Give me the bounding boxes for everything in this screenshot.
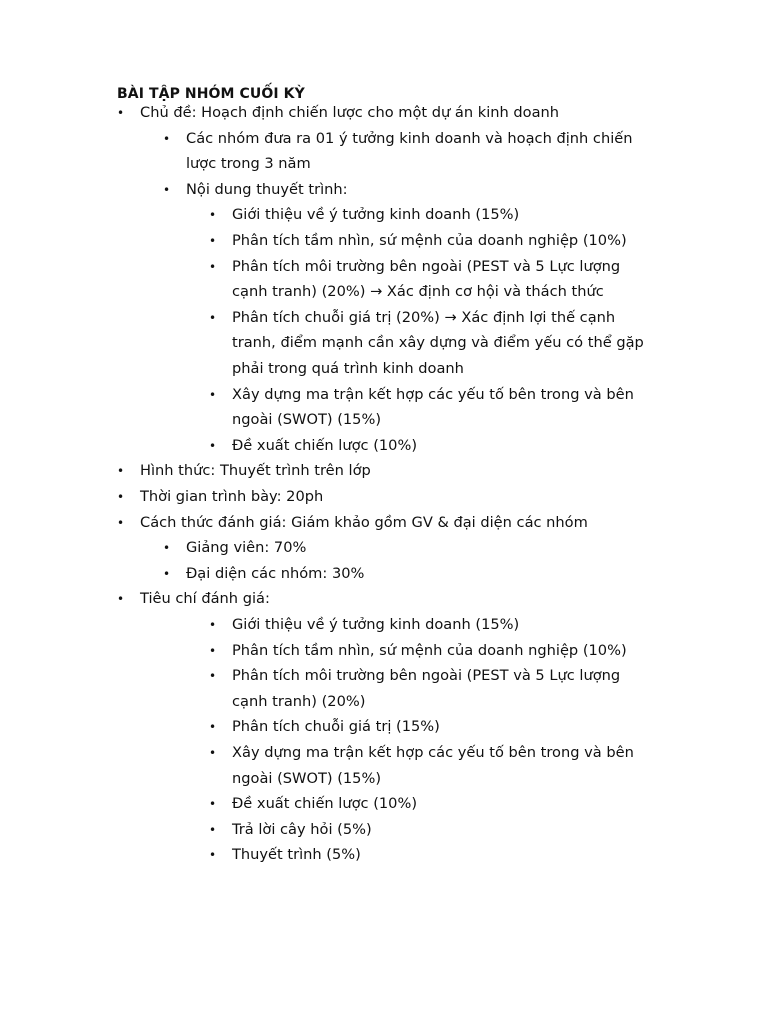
list-item: [0, 386, 768, 404]
list-item: [0, 667, 768, 685]
list-item: [0, 821, 768, 839]
bullet-icon: •: [117, 106, 125, 120]
list-item-text: Chủ đề: Hoạch định chiến lược cho một dự án kinh doanh: [140, 104, 560, 121]
list-item: [0, 718, 768, 736]
bullet-icon: •: [117, 490, 125, 504]
list-item-text: Xây dựng ma trận kết hợp các yếu tố bên trong và bên: [232, 385, 634, 403]
bullet-icon: •: [209, 618, 217, 632]
list-item: [0, 437, 768, 455]
bullet-icon: •: [209, 848, 217, 863]
list-item-text: Phân tích chuỗi giá trị (20%) → Xác định lợi thế cạnh: [232, 308, 616, 326]
list-item-continuation: [0, 155, 768, 173]
list-item-text: Giới thiệu về ý tưởng kinh doanh (15%): [232, 206, 520, 224]
bullet-icon: •: [163, 541, 171, 556]
list-item-text: Các nhóm đưa ra 01 ý tưởng kinh doanh và hoạch định chiến: [186, 129, 633, 147]
list-item-text: Cách thức đánh giá: Giám khảo gồm GV & đại diện các nhóm: [140, 513, 588, 531]
bullet-icon: •: [209, 720, 217, 735]
list-item-continuation: [0, 411, 768, 429]
bullet-icon: •: [163, 131, 171, 146]
list-item: [0, 846, 768, 864]
bullet-icon: •: [209, 387, 217, 402]
list-item-continuation: [0, 693, 768, 711]
bullet-icon: •: [209, 797, 217, 812]
list-item-continuation: [0, 360, 768, 378]
document-title: BÀI TẬP NHÓM CUỐI KỲ: [117, 86, 305, 102]
list-item: [0, 258, 768, 276]
list-item: [0, 309, 768, 327]
bullet-icon: •: [209, 643, 217, 658]
bullet-icon: •: [163, 182, 171, 197]
list-item-text: Nội dung thuyết trình:: [186, 180, 348, 198]
bullet-icon: •: [117, 464, 125, 479]
list-item-text: cạnh tranh) (20%): [232, 692, 366, 710]
bullet-icon: •: [209, 234, 217, 248]
list-item-continuation: [0, 283, 768, 301]
list-item-text: Phân tích tầm nhìn, sứ mệnh của doanh nghiệp (10%): [232, 232, 627, 249]
list-item-text: Thời gian trình bày: 20ph: [140, 488, 324, 505]
list-item-text: Trả lời cây hỏi (5%): [232, 820, 372, 838]
list-item-text: tranh, điểm mạnh cần xây dựng và điểm yếu có thể gặp: [232, 334, 644, 352]
list-item: [0, 181, 768, 199]
list-item: [0, 642, 768, 660]
list-item-text: lược trong 3 năm: [186, 155, 311, 173]
bullet-icon: •: [209, 746, 217, 760]
list-item-text: Tiêu chí đánh giá:: [140, 590, 270, 608]
list-item-text: Phân tích tầm nhìn, sứ mệnh của doanh nghiệp (10%): [232, 641, 627, 659]
list-item: [0, 795, 768, 813]
list-item: [0, 514, 768, 532]
list-item-text: Xây dựng ma trận kết hợp các yếu tố bên trong và bên: [232, 744, 634, 761]
bullet-icon: •: [117, 592, 125, 607]
list-item-text: Phân tích chuỗi giá trị (15%): [232, 718, 440, 736]
list-item-text: Đề xuất chiến lược (10%): [232, 436, 418, 454]
list-item-text: cạnh tranh) (20%) → Xác định cơ hội và thách thức: [232, 283, 604, 301]
list-item: [0, 744, 768, 762]
list-item-text: Giảng viên: 70%: [186, 539, 307, 557]
bullet-icon: •: [117, 515, 125, 530]
bullet-icon: •: [209, 208, 217, 223]
list-item: [0, 488, 768, 506]
bullet-icon: •: [209, 310, 217, 325]
bullet-icon: •: [209, 822, 217, 837]
list-item-text: Hình thức: Thuyết trình trên lớp: [140, 462, 371, 480]
list-item-text: Đại diện các nhóm: 30%: [186, 564, 365, 582]
list-item: [0, 462, 768, 480]
list-item: [0, 130, 768, 148]
list-item-text: ngoài (SWOT) (15%): [232, 769, 382, 787]
list-item-text: ngoài (SWOT) (15%): [232, 411, 382, 429]
list-item: [0, 565, 768, 583]
list-item-text: Phân tích môi trường bên ngoài (PEST và 5 Lực lượng: [232, 257, 621, 275]
bullet-icon: •: [209, 259, 217, 274]
list-item: [0, 539, 768, 557]
list-item-text: Thuyết trình (5%): [232, 846, 361, 864]
list-item-continuation: [0, 334, 768, 352]
list-item-text: phải trong quá trình kinh doanh: [232, 360, 464, 377]
list-item-text: Phân tích môi trường bên ngoài (PEST và 5 Lực lượng: [232, 667, 621, 685]
list-item: [0, 590, 768, 608]
bullet-icon: •: [209, 669, 217, 684]
list-item-text: Đề xuất chiến lược (10%): [232, 795, 418, 813]
list-item-text: Giới thiệu về ý tưởng kinh doanh (15%): [232, 616, 520, 633]
list-item: [0, 206, 768, 224]
list-item: [0, 616, 768, 634]
bullet-icon: •: [163, 566, 171, 581]
list-item-continuation: [0, 770, 768, 788]
list-item: [0, 104, 768, 122]
list-item: [0, 232, 768, 250]
bullet-icon: •: [209, 438, 217, 453]
